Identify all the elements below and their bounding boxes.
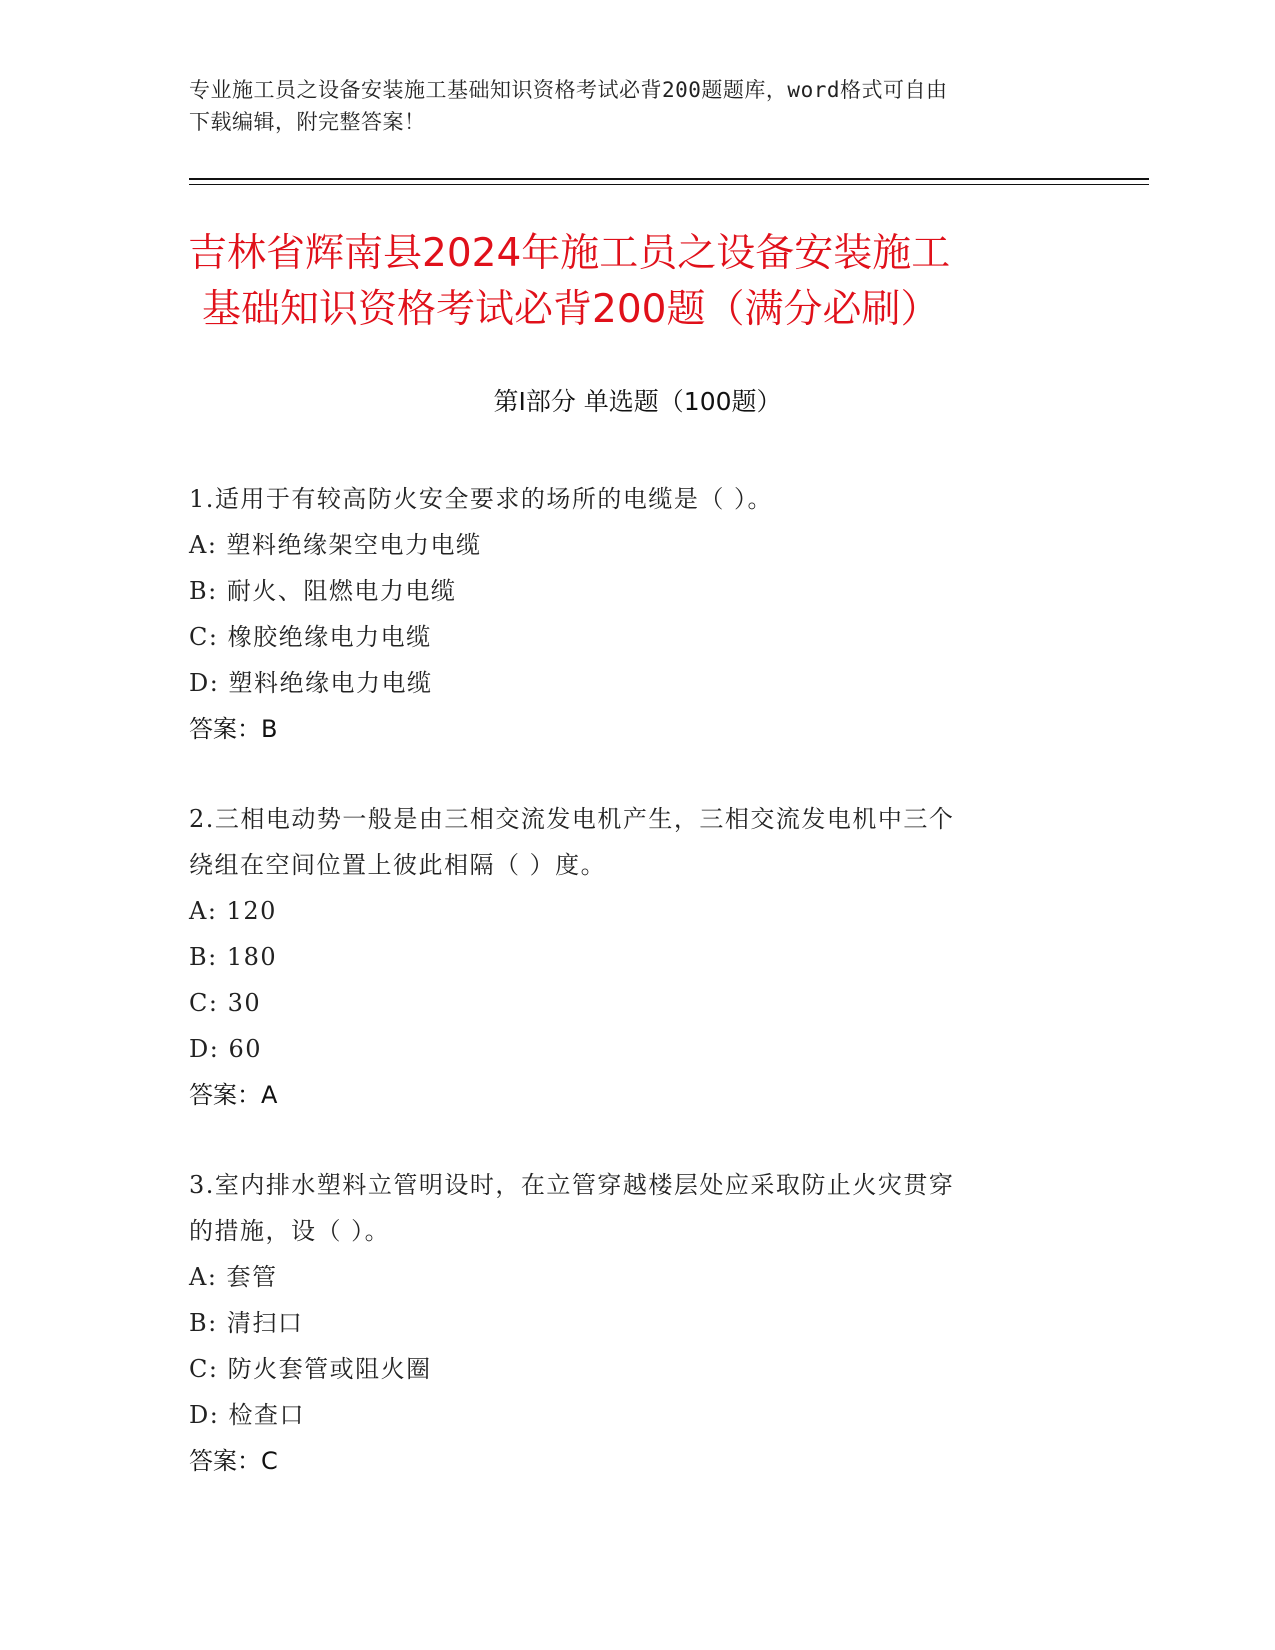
option-c: C: 30 [189,989,262,1017]
option-c: C: 防火套管或阻火圈 [189,1355,432,1383]
option-b: B: 180 [189,943,278,971]
option-c: C: 橡胶绝缘电力电缆 [189,623,432,651]
question-item [189,1162,1089,1484]
question-stem: 3.室内排水塑料立管明设时，在立管穿越楼层处应采取防止火灾贯穿 [189,1171,955,1199]
header-divider-thick [189,178,1149,180]
document-title [188,226,1108,338]
header-note-line: 下载编辑，附完整答案！ [189,110,426,134]
option-b: B: 耐火、阻燃电力电缆 [189,577,457,605]
question-item [189,796,1089,1118]
question-list [189,476,1089,1528]
option-d: D: 60 [189,1035,262,1063]
option-d: D: 塑料绝缘电力电缆 [189,669,433,697]
option-a: A: 塑料绝缘架空电力电缆 [189,531,482,559]
header-divider-thin [189,184,1149,185]
title-line: 吉林省辉南县2024年施工员之设备安装施工 [188,231,951,276]
question-item [189,476,1089,752]
option-b: B: 清扫口 [189,1309,304,1337]
option-d: D: 检查口 [189,1401,305,1429]
header-note-line: 专业施工员之设备安装施工基础知识资格考试必背200题题库，word格式可自由 [189,78,948,102]
answer: 答案：A [189,1081,278,1109]
answer: 答案：B [189,715,278,743]
question-stem-continued: 的措施，设（ ）。 [189,1217,391,1245]
answer: 答案：C [189,1447,278,1475]
question-stem: 1.适用于有较高防火安全要求的场所的电缆是（ ）。 [189,485,774,513]
question-stem-continued: 绕组在空间位置上彼此相隔（ ）度。 [189,851,607,879]
section-title: 第Ⅰ部分 单选题（100题） [493,387,782,416]
header-note [189,74,1089,138]
title-line: 基础知识资格考试必背200题（满分必刷） [202,287,940,332]
option-a: A: 套管 [189,1263,278,1291]
option-a: A: 120 [189,897,277,925]
question-stem: 2.三相电动势一般是由三相交流发电机产生，三相交流发电机中三个 [189,805,955,833]
